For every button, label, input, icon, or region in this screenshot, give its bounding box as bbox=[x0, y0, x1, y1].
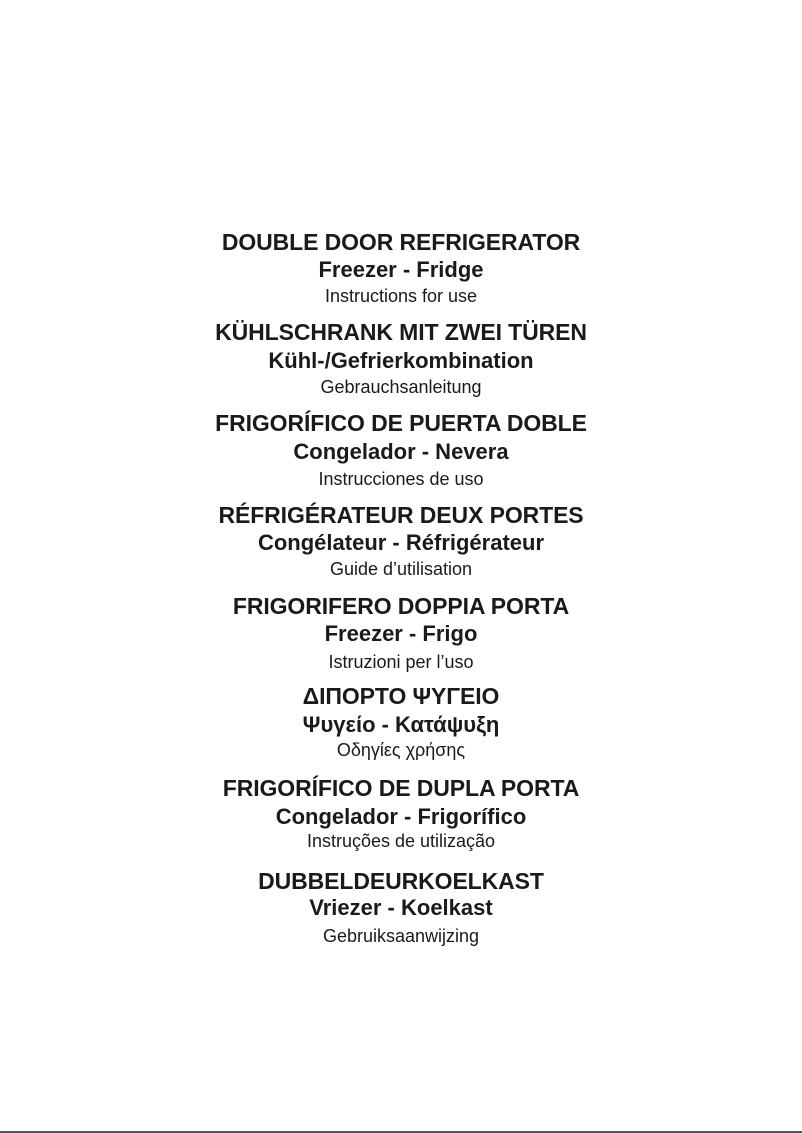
section-instructions-nl: Gebruiksaanwijzing bbox=[322, 926, 480, 946]
section-title-es: FRIGORÍFICO DE PUERTA DOBLE bbox=[215, 410, 587, 436]
section-title-fr: RÉFRIGÉRATEUR DEUX PORTES bbox=[218, 502, 584, 528]
section-instructions-de: Gebrauchsanleitung bbox=[320, 377, 482, 397]
section-subtitle-de: Kühl-/Gefrierkombination bbox=[268, 348, 534, 373]
section-title-de: KÜHLSCHRANK MIT ZWEI TÜREN bbox=[215, 319, 587, 345]
section-instructions-it: Istruzioni per l’uso bbox=[328, 652, 474, 672]
section-instructions-pt: Instruções de utilização bbox=[306, 831, 496, 851]
section-title-el: ΔΙΠΟΡΤΟ ΨΥΓΕΙΟ bbox=[302, 683, 500, 709]
section-instructions-fr: Guide d’utilisation bbox=[329, 559, 473, 579]
section-instructions-en: Instructions for use bbox=[324, 286, 478, 306]
section-title-en: DOUBLE DOOR REFRIGERATOR bbox=[221, 229, 581, 255]
section-instructions-es: Instrucciones de uso bbox=[318, 469, 484, 489]
section-subtitle-en: Freezer - Fridge bbox=[318, 257, 484, 282]
section-subtitle-pt: Congelador - Frigorífico bbox=[275, 804, 527, 829]
section-title-nl: DUBBELDEURKOELKAST bbox=[258, 868, 544, 894]
section-subtitle-es: Congelador - Nevera bbox=[293, 439, 509, 464]
section-subtitle-it: Freezer - Frigo bbox=[324, 621, 478, 646]
section-subtitle-nl: Vriezer - Koelkast bbox=[309, 895, 493, 920]
section-subtitle-el: Ψυγείο - Κατάψυξη bbox=[302, 712, 500, 737]
section-title-it: FRIGORIFERO DOPPIA PORTA bbox=[232, 593, 570, 619]
section-instructions-el: Οδηγίες χρήσης bbox=[336, 740, 466, 760]
section-title-pt: FRIGORÍFICO DE DUPLA PORTA bbox=[222, 775, 580, 801]
section-subtitle-fr: Congélateur - Réfrigérateur bbox=[257, 530, 545, 555]
